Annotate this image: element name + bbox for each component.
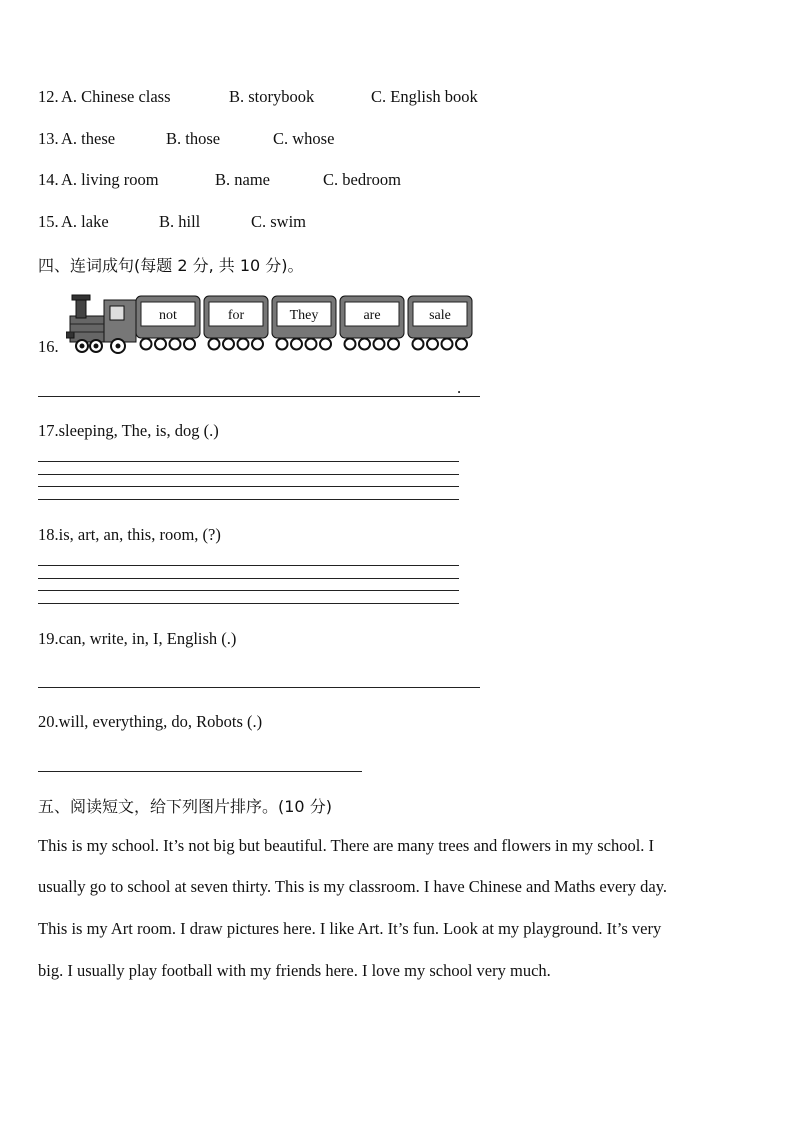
answer-line-18c[interactable] (38, 590, 459, 591)
wheel (306, 339, 317, 350)
wheel (320, 339, 331, 350)
question-17: 17.sleeping, The, is, dog (.) (38, 421, 219, 440)
question-number: 13. (38, 129, 59, 148)
wheel (413, 339, 424, 350)
passage-line-1: This is my school. It’s not big but beautiful. There are many trees and flowers in my school. I (38, 836, 655, 855)
train-word: sale (429, 308, 451, 323)
wheel (345, 339, 356, 350)
train-word: They (289, 308, 319, 323)
train-word: for (227, 308, 245, 323)
option-a: A. lake (61, 212, 109, 231)
wheel (238, 339, 249, 350)
answer-line-19[interactable] (38, 687, 480, 688)
wheel (374, 339, 385, 350)
option-b: B. those (166, 129, 221, 148)
option-b: B. hill (159, 212, 201, 231)
answer-line-16[interactable] (38, 396, 480, 397)
wheel (252, 339, 263, 350)
wheel (442, 339, 453, 350)
wheel (427, 339, 438, 350)
option-c: C. English book (371, 87, 478, 106)
train-car (340, 296, 404, 350)
wheel (388, 339, 399, 350)
question-number: 14. (38, 170, 59, 189)
question-number: 12. (38, 87, 59, 106)
wheel (155, 339, 166, 350)
answer-line-17a[interactable] (38, 461, 459, 462)
locomotive-icon (66, 295, 136, 353)
answer-line-17c[interactable] (38, 486, 459, 487)
wheel (359, 339, 370, 350)
question-number: 15. (38, 212, 59, 231)
wheel (184, 339, 195, 350)
train-car (204, 296, 268, 350)
question-16-number: 16. (38, 337, 59, 356)
option-a: A. these (61, 129, 116, 148)
wheel (456, 339, 467, 350)
passage-line-3: This is my Art room. I draw pictures here. I like Art. It’s fun. Look at my playground. It’s very (38, 919, 662, 938)
option-b: B. storybook (229, 87, 315, 106)
word-train (66, 292, 476, 356)
wheel (223, 339, 234, 350)
option-c: C. bedroom (323, 170, 401, 189)
option-c: C. whose (273, 129, 335, 148)
train-car (136, 296, 200, 350)
answer-line-17b[interactable] (38, 474, 459, 475)
question-19: 19.can, write, in, I, English (.) (38, 629, 237, 648)
answer-line-18a[interactable] (38, 565, 459, 566)
answer-line-17d[interactable] (38, 499, 459, 500)
option-c: C. swim (251, 212, 307, 231)
train-car (272, 296, 336, 350)
section-4-heading: 四、连词成句(每题 2 分, 共 10 分)。 (38, 256, 304, 275)
option-a: A. Chinese class (61, 87, 171, 106)
passage-line-2: usually go to school at seven thirty. This is my classroom. I have Chinese and Maths every day. (38, 877, 668, 896)
train-word: not (159, 308, 177, 323)
answer-line-18b[interactable] (38, 578, 459, 579)
answer-line-18d[interactable] (38, 603, 459, 604)
question-20: 20.will, everything, do, Robots (.) (38, 712, 263, 731)
answer-line-20[interactable] (38, 771, 362, 772)
wheel (170, 339, 181, 350)
end-mark: . (457, 378, 462, 397)
wheel (291, 339, 302, 350)
passage-line-4: big. I usually play football with my friends here. I love my school very much. (38, 961, 551, 980)
wheel (141, 339, 152, 350)
train-word: are (363, 308, 381, 323)
question-18: 18.is, art, an, this, room, (?) (38, 525, 221, 544)
option-a: A. living room (61, 170, 159, 189)
wheel (277, 339, 288, 350)
wheel (209, 339, 220, 350)
option-b: B. name (215, 170, 270, 189)
section-5-heading: 五、阅读短文，给下列图片排序。(10 分) (38, 797, 332, 816)
train-car (408, 296, 472, 350)
